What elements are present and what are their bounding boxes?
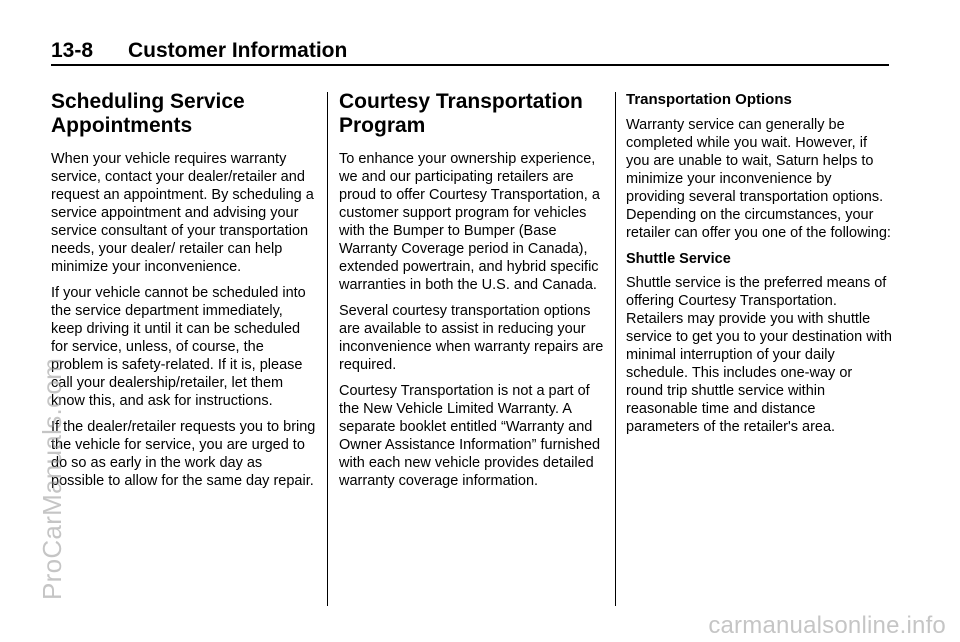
chapter-title: Customer Information (128, 39, 348, 62)
section-heading-courtesy: Courtesy Transportation Program (339, 90, 583, 137)
page-number: 13-8 (51, 39, 94, 62)
column-transportation-options (626, 90, 892, 444)
section-heading-scheduling: Scheduling Service Appointments (51, 90, 245, 137)
paragraph: Warranty service can generally be completed while you wait. However, if you are unable to wait, Saturn helps to minimize your inconvenience by providing several transportation options. Depending on the circumstances, your retailer can offer you one of the following: (626, 117, 891, 241)
paragraph: Several courtesy transportation options are available to assist in reducing your inconvenience when warranty repairs are required. (339, 303, 604, 373)
watermark-side: ProCarManuals.com (37, 357, 67, 600)
paragraph: If your vehicle cannot be scheduled into the service department immediately, keep driving it until it can be scheduled for service, unless, of course, the problem is safety-related. If it is, please call your dealership/retailer, let them know this, and ask for instructions. (51, 285, 306, 409)
column-courtesy-transportation (339, 90, 605, 498)
section-heading-options: Transportation Options (626, 91, 792, 108)
subheading-shuttle-service: Shuttle Service (626, 251, 731, 267)
column-scheduling (51, 90, 317, 498)
page-header (51, 38, 889, 66)
paragraph: To enhance your ownership experience, we and our participating retailers are proud to offer Courtesy Transportation, a customer support program for vehicles with the Bumper to Bumper (Base Warranty Coverage period in Canada), extended powertrain, and hybrid specific warranties in both the U.S. and Canada. (339, 151, 600, 293)
paragraph: Courtesy Transportation is not a part of the New Vehicle Limited Warranty. A separate booklet entitled “Warranty and Owner Assistance Information” furnished with each new vehicle provides detailed warranty coverage information. (339, 383, 601, 489)
column-divider (615, 92, 616, 606)
column-divider (327, 92, 328, 606)
paragraph: When your vehicle requires warranty service, contact your dealer/retailer and request an appointment. By scheduling a service appointment and advising your service consultant of your transportation needs, your dealer/ retailer can help minimize your inconvenience. (51, 151, 314, 275)
paragraph: Shuttle service is the preferred means of offering Courtesy Transportation. Retailers may provide you with shuttle service to get you to your destination with minimal interruption of your daily schedule. This includes one-way or round trip shuttle service within reasonable time and distance parameters of the retailer's area. (626, 275, 892, 435)
watermark-bottom: carmanualsonline.info (708, 612, 946, 639)
paragraph: If the dealer/retailer requests you to bring the vehicle for service, you are urged to do so as early in the work day as possible to allow for the same day repair. (51, 419, 316, 489)
